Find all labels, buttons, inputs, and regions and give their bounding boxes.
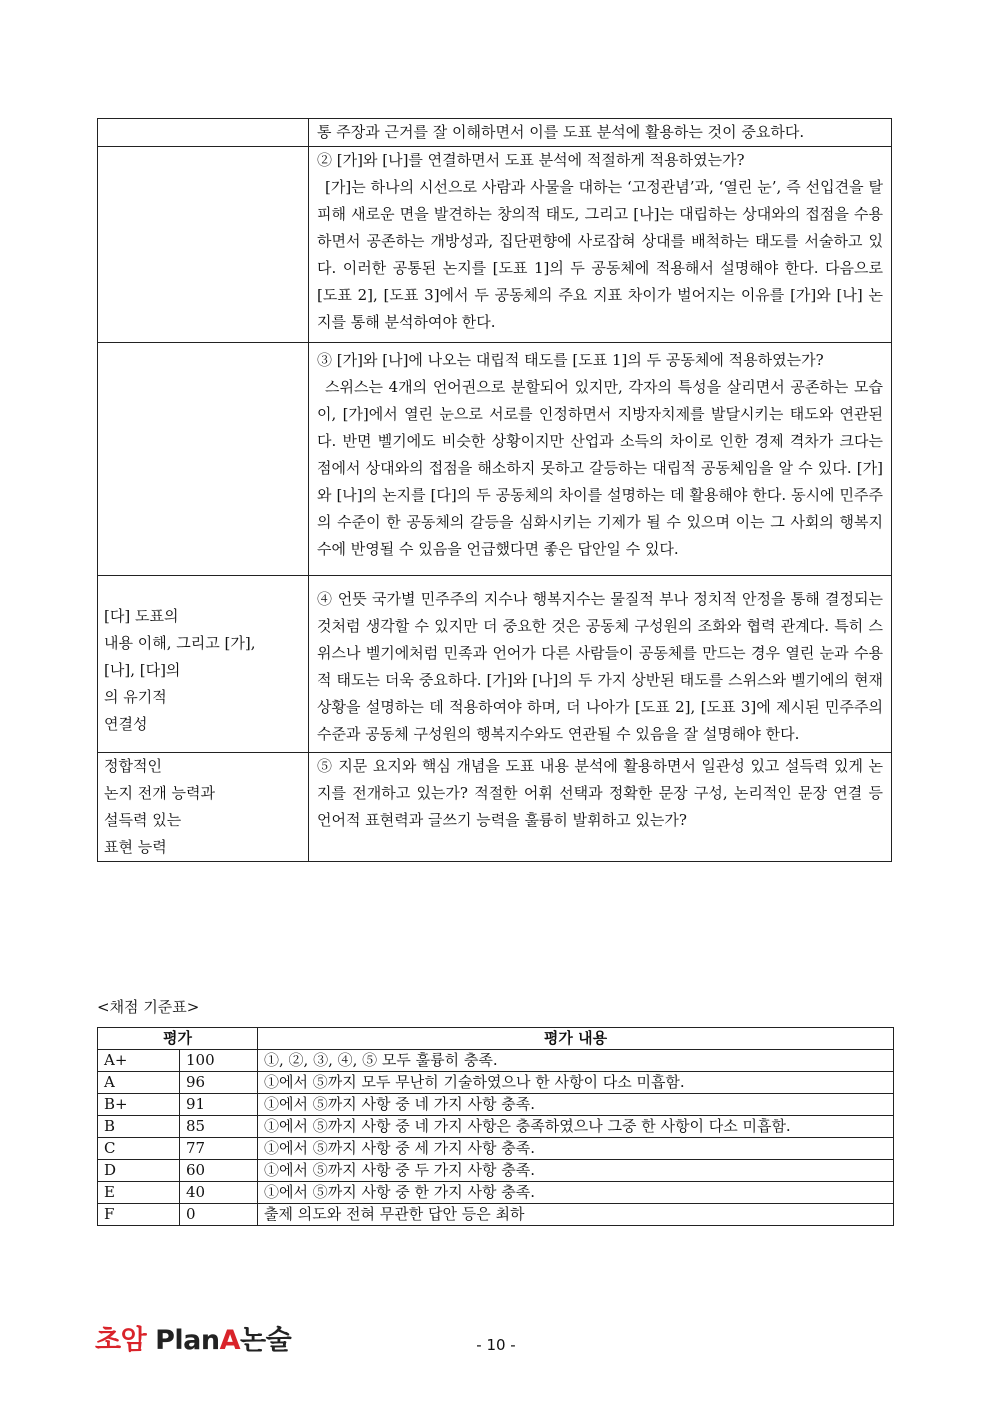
criteria-content-cell (309, 147, 892, 343)
criteria-row (98, 753, 892, 862)
desc-cell: ①에서 ⑤까지 모두 무난히 기술하였으나 한 사항이 다소 미흡함. (258, 1072, 894, 1094)
criteria-text: 통 주장과 근거를 잘 이해하면서 이를 도표 분석에 활용하는 것이 중요하다. (317, 123, 805, 141)
criteria-table (97, 118, 892, 862)
criteria-content-cell (309, 576, 892, 753)
score-row (98, 1138, 894, 1160)
score-cell: 96 (180, 1072, 258, 1094)
criteria-category-cell (98, 343, 309, 576)
criteria-row (98, 343, 892, 576)
category-line: [다] 도표의 (104, 606, 179, 625)
criteria-content-cell (309, 343, 892, 576)
desc-cell: ①에서 ⑤까지 사항 중 세 가지 사항 충족. (258, 1138, 894, 1160)
criteria-question: ② [가]와 [나]를 연결하면서 도표 분석에 적절하게 적용하였는가? (317, 151, 745, 169)
grade-cell: C (98, 1138, 180, 1160)
desc-cell: ①에서 ⑤까지 사항 중 네 가지 사항 충족. (258, 1094, 894, 1116)
grade-cell: D (98, 1160, 180, 1182)
score-table-header (98, 1028, 894, 1050)
criteria-row (98, 576, 892, 753)
criteria-category-cell (98, 753, 309, 862)
score-row (98, 1160, 894, 1182)
grade-cell: A (98, 1072, 180, 1094)
score-row (98, 1116, 894, 1138)
score-table (97, 1027, 894, 1226)
logo-part: 논술 (239, 1325, 292, 1356)
grade-cell: B (98, 1116, 180, 1138)
page-number: - 10 - (476, 1336, 516, 1354)
grade-cell: A+ (98, 1050, 180, 1072)
category-line: 설득력 있는 (104, 811, 182, 829)
score-cell: 91 (180, 1094, 258, 1116)
score-row (98, 1204, 894, 1226)
grade-cell: F (98, 1204, 180, 1226)
desc-cell: ①에서 ⑤까지 사항 중 한 가지 사항 충족. (258, 1182, 894, 1204)
score-cell: 77 (180, 1138, 258, 1160)
grade-cell: E (98, 1182, 180, 1204)
criteria-question: ③ [가]와 [나]에 나오는 대립적 태도를 [도표 1]의 두 공동체에 적용하였는가? (317, 351, 824, 369)
header-content: 평가 내용 (258, 1028, 894, 1050)
grade-cell: B+ (98, 1094, 180, 1116)
category-line: [나], [다]의 (104, 660, 181, 679)
criteria-category-cell (98, 119, 309, 147)
criteria-explanation: ⑤ 지문 요지와 핵심 개념을 도표 내용 분석에 활용하면서 일관성 있고 설득력 있게 논지를 전개하고 있는가? 적절한 어휘 선택과 정확한 문장 구성, 논리적인 문장 연결 등 언어적 표현력과 글쓰기 능력을 훌륭히 발휘하고 있는가? (317, 757, 883, 829)
score-row (98, 1182, 894, 1204)
desc-cell: ①, ②, ③, ④, ⑤ 모두 훌륭히 충족. (258, 1050, 894, 1072)
criteria-row (98, 119, 892, 147)
score-cell: 40 (180, 1182, 258, 1204)
score-cell: 60 (180, 1160, 258, 1182)
category-line: 논지 전개 능력과 (104, 784, 215, 802)
category-line: 의 유기적 (104, 687, 167, 706)
desc-cell: 출제 의도와 전혀 무관한 답안 등은 최하 (258, 1204, 894, 1226)
header-grade: 평가 (98, 1028, 258, 1050)
score-row (98, 1094, 894, 1116)
logo-part: Plan (155, 1325, 220, 1356)
score-cell: 85 (180, 1116, 258, 1138)
criteria-category-cell (98, 576, 309, 753)
criteria-category-cell (98, 147, 309, 343)
desc-cell: ①에서 ⑤까지 사항 중 두 가지 사항 충족. (258, 1160, 894, 1182)
category-line: 연결성 (104, 714, 148, 733)
criteria-explanation: ④ 언뜻 국가별 민주주의 지수나 행복지수는 물질적 부나 정치적 안정을 통해 결정되는 것처럼 생각할 수 있지만 더 중요한 것은 공동체 구성원의 조화와 협력 관계다. 특히 스위스나 벨기에처럼 민족과 언어가 다른 사람들이 공동체를 만드는 경우 열린 눈과 수용적 태도는 더욱 중요하다. [가]와 [나]의 두 가지 상반된 태도를 스위스와 벨기에의 현재 상황을 설명하는 데 적용하여야 하며, 더 나아가 [도표 2], [도표 3]에 제시된 민주주의 수준과 공동체 구성원의 행복지수와도 연관될 수 있음을 잘 설명해야 한다. (317, 590, 883, 743)
score-row (98, 1072, 894, 1094)
score-row (98, 1050, 894, 1072)
criteria-explanation: [가]는 하나의 시선으로 사람과 사물을 대하는 ‘고정관념’과, ‘열린 눈’, 즉 선입견을 탈피해 새로운 면을 발견하는 창의적 태도, 그리고 [나]는 대립하는 상대와의 접점을 수용하면서 공존하는 개방성과, 집단편향에 사로잡혀 상대를 배척하는 태도를 서술하고 있다. 이러한 공통된 논지를 [도표 1]의 두 공동체에 적용해서 설명해야 한다. 다음으로 [도표 2], [도표 3]에서 두 공동체의 주요 지표 차이가 벌어지는 이유를 [가]와 [나] 논지를 통해 분석하여야 한다. (317, 178, 883, 331)
score-table-caption: <채점 기준표> (97, 998, 200, 1016)
score-cell: 100 (180, 1050, 258, 1072)
logo-part: A (219, 1325, 240, 1356)
category-line: 정합적인 (104, 757, 162, 775)
logo-part: 초암 (95, 1325, 147, 1356)
criteria-row (98, 147, 892, 343)
desc-cell: ①에서 ⑤까지 사항 중 네 가지 사항은 충족하였으나 그중 한 사항이 다소 미흡함. (258, 1116, 894, 1138)
criteria-content-cell (309, 753, 892, 862)
score-cell: 0 (180, 1204, 258, 1226)
category-line: 표현 능력 (104, 838, 167, 856)
category-line: 내용 이해, 그리고 [가], (104, 633, 256, 652)
criteria-explanation: 스위스는 4개의 언어권으로 분할되어 있지만, 각자의 특성을 살리면서 공존하는 모습이, [가]에서 열린 눈으로 서로를 인정하면서 지방자치제를 발달시키는 태도와 연관된다. 반면 벨기에도 비슷한 상황이지만 산업과 소득의 차이로 인한 경제 격차가 크다는 점에서 상대와의 접점을 해소하지 못하고 갈등하는 대립적 공동체임을 알 수 있다. [가]와 [나]의 논지를 [다]의 두 공동체의 차이를 설명하는 데 활용해야 한다. 동시에 민주주의 수준이 한 공동체의 갈등을 심화시키는 기제가 될 수 있으며 이는 그 사회의 행복지수에 반영될 수 있음을 언급했다면 좋은 답안일 수 있다. (317, 378, 883, 558)
criteria-content-cell (309, 119, 892, 147)
